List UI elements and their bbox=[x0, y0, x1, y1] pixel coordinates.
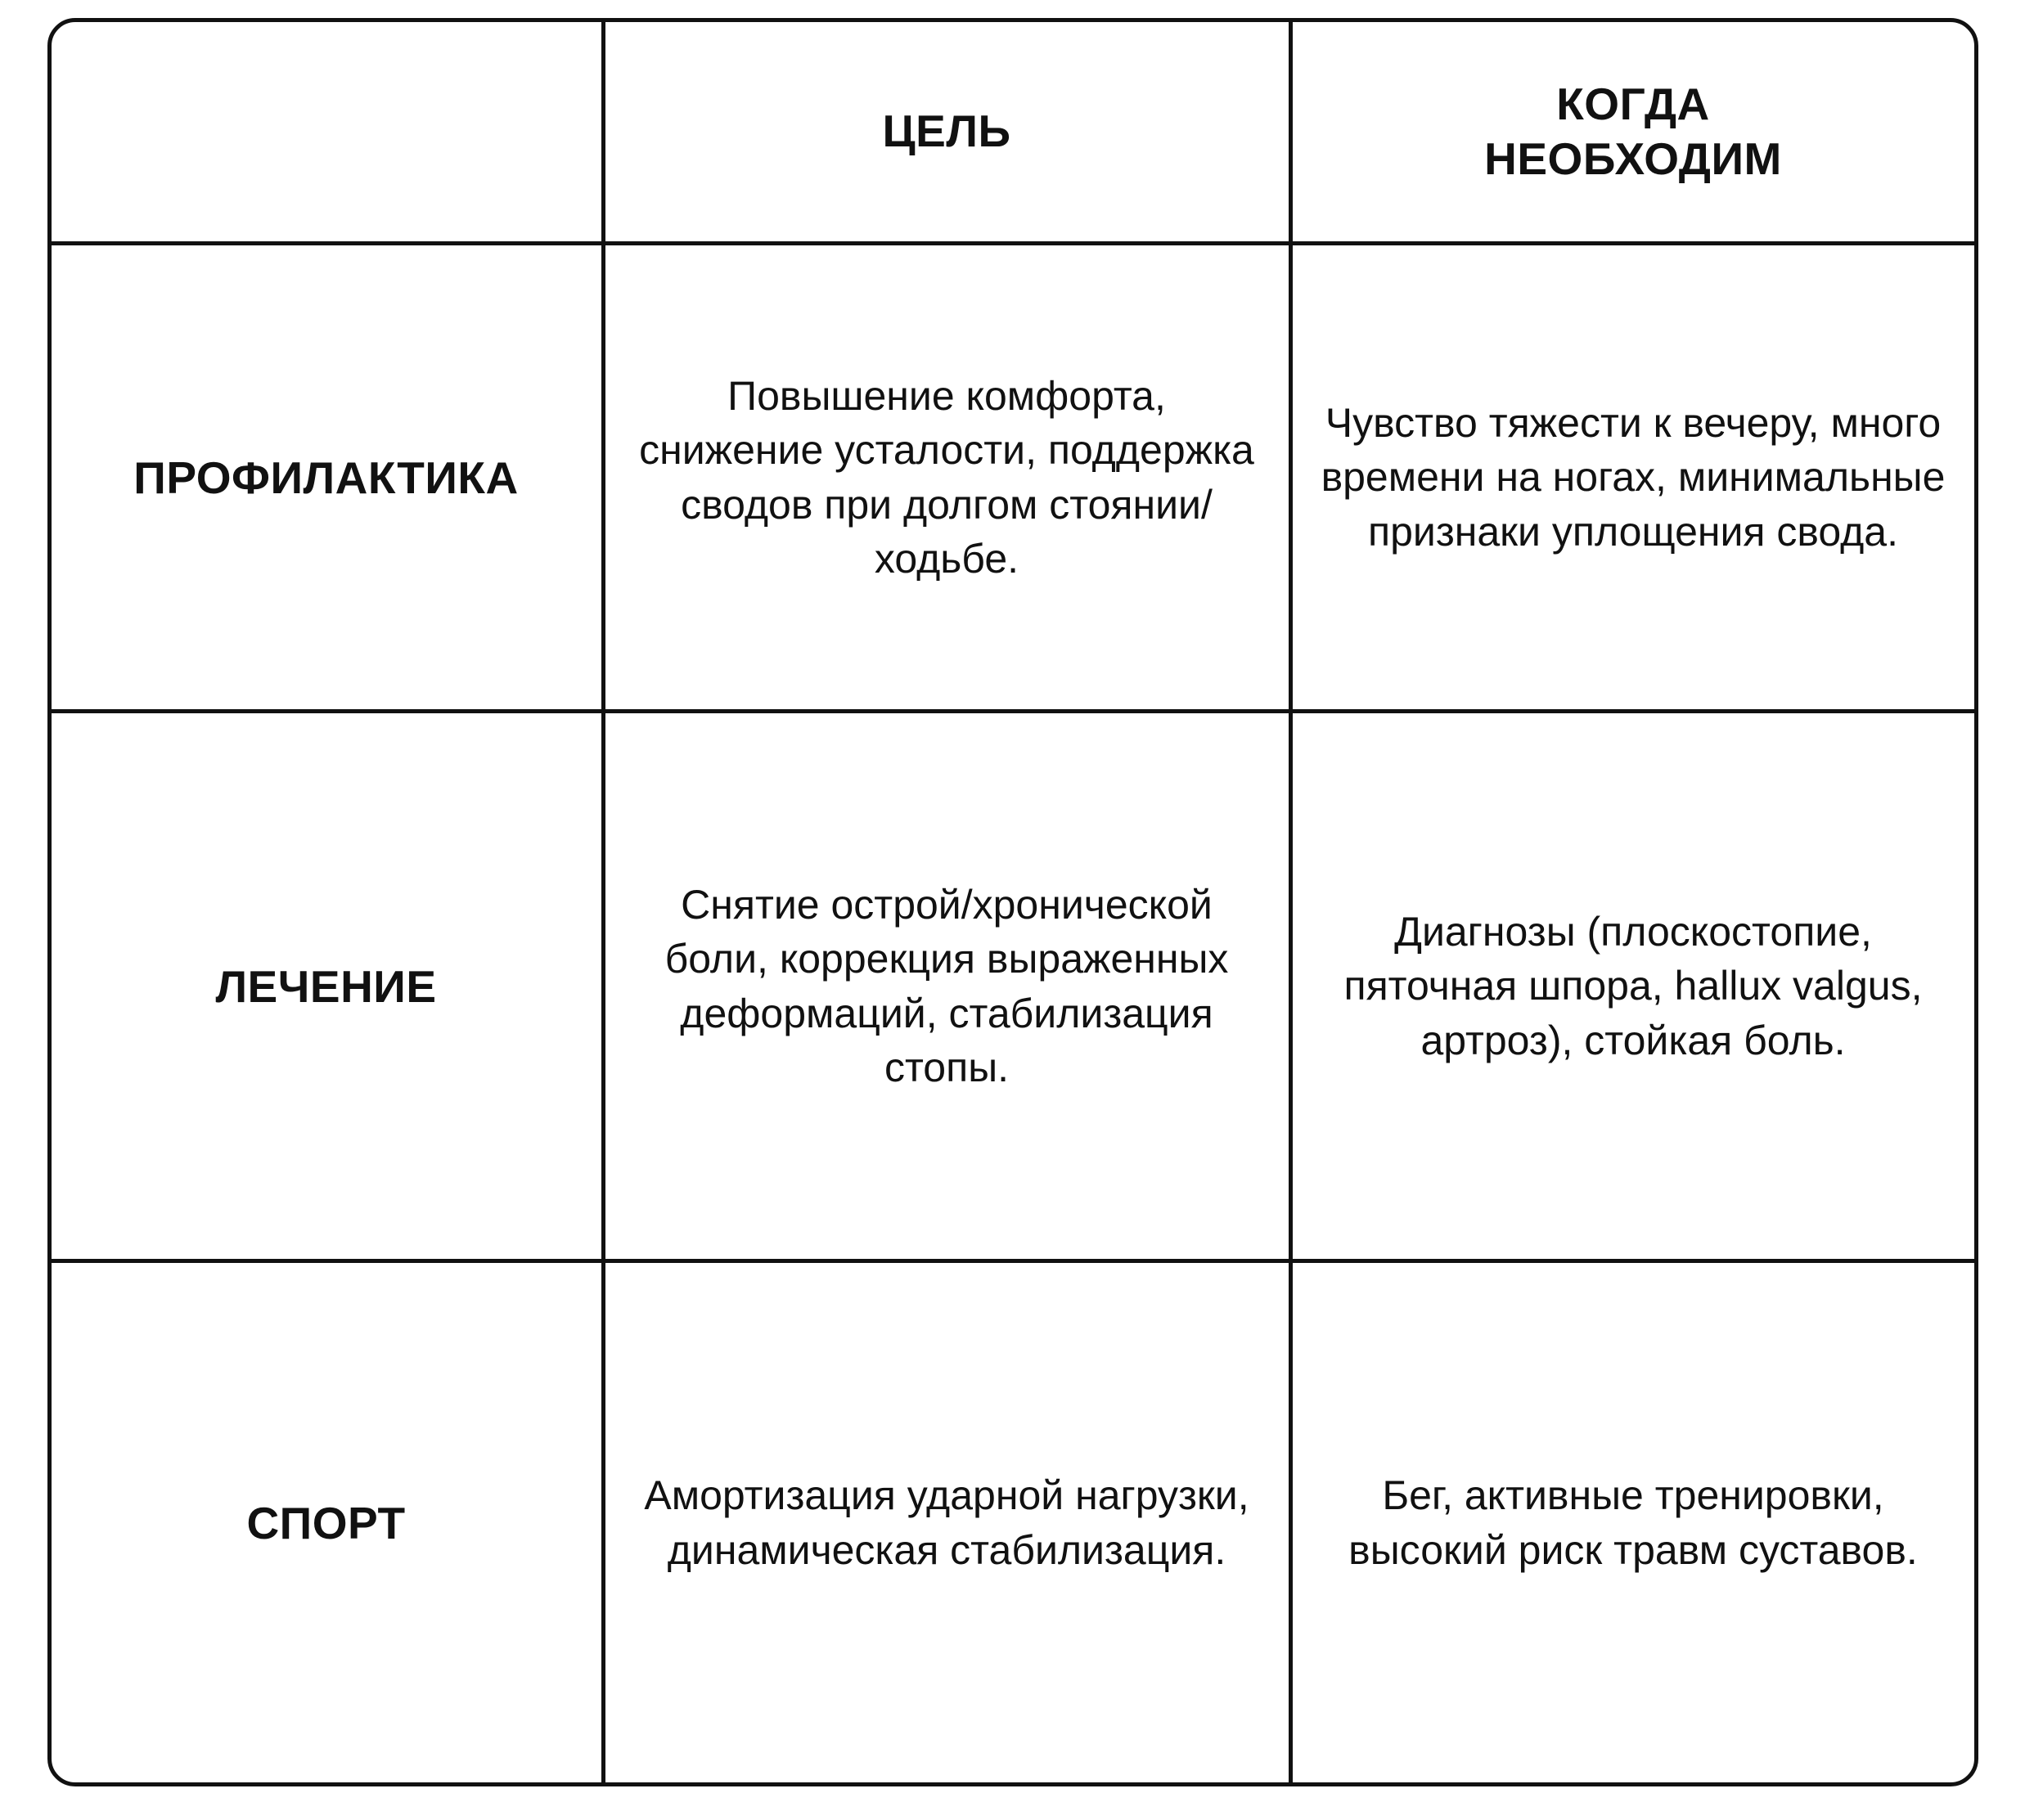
header-cell-empty bbox=[52, 22, 601, 241]
row-label-prevention: ПРОФИЛАКТИКА bbox=[52, 241, 601, 709]
row-label-treatment: ЛЕЧЕНИЕ bbox=[52, 709, 601, 1259]
table-header bbox=[52, 22, 1974, 241]
header-row bbox=[52, 22, 1974, 241]
comparison-table bbox=[47, 18, 1978, 1786]
header-when-line1: КОГДА bbox=[1556, 78, 1710, 129]
cell-treatment-goal: Снятие острой/хронической боли, коррекция выраженных деформаций, стабилизация стопы. bbox=[601, 709, 1289, 1259]
header-when-line2: НЕОБХОДИМ bbox=[1484, 133, 1782, 184]
cell-prevention-when: Чувство тяжести к вечеру, много времени на ногах, минимальные признаки уплощения свода. bbox=[1289, 241, 1974, 709]
cell-prevention-goal: Повышение комфорта, снижение усталости, поддержка сводов при долгом стоянии/ходьбе. bbox=[601, 241, 1289, 709]
cell-sport-when: Бег, активные тренировки, высокий риск травм суставов. bbox=[1289, 1259, 1974, 1782]
table-row-sport bbox=[52, 1259, 1974, 1782]
header-cell-goal: ЦЕЛЬ bbox=[601, 22, 1289, 241]
table-row-treatment bbox=[52, 709, 1974, 1259]
header-cell-when bbox=[1289, 22, 1974, 241]
table-body bbox=[52, 241, 1974, 1782]
cell-sport-goal: Амортизация ударной нагрузки, динамическая стабилизация. bbox=[601, 1259, 1289, 1782]
table-row-prevention bbox=[52, 241, 1974, 709]
row-label-sport: СПОРТ bbox=[52, 1259, 601, 1782]
cell-treatment-when: Диагнозы (плоскостопие, пяточная шпора, hallux valgus, артроз), стойкая боль. bbox=[1289, 709, 1974, 1259]
